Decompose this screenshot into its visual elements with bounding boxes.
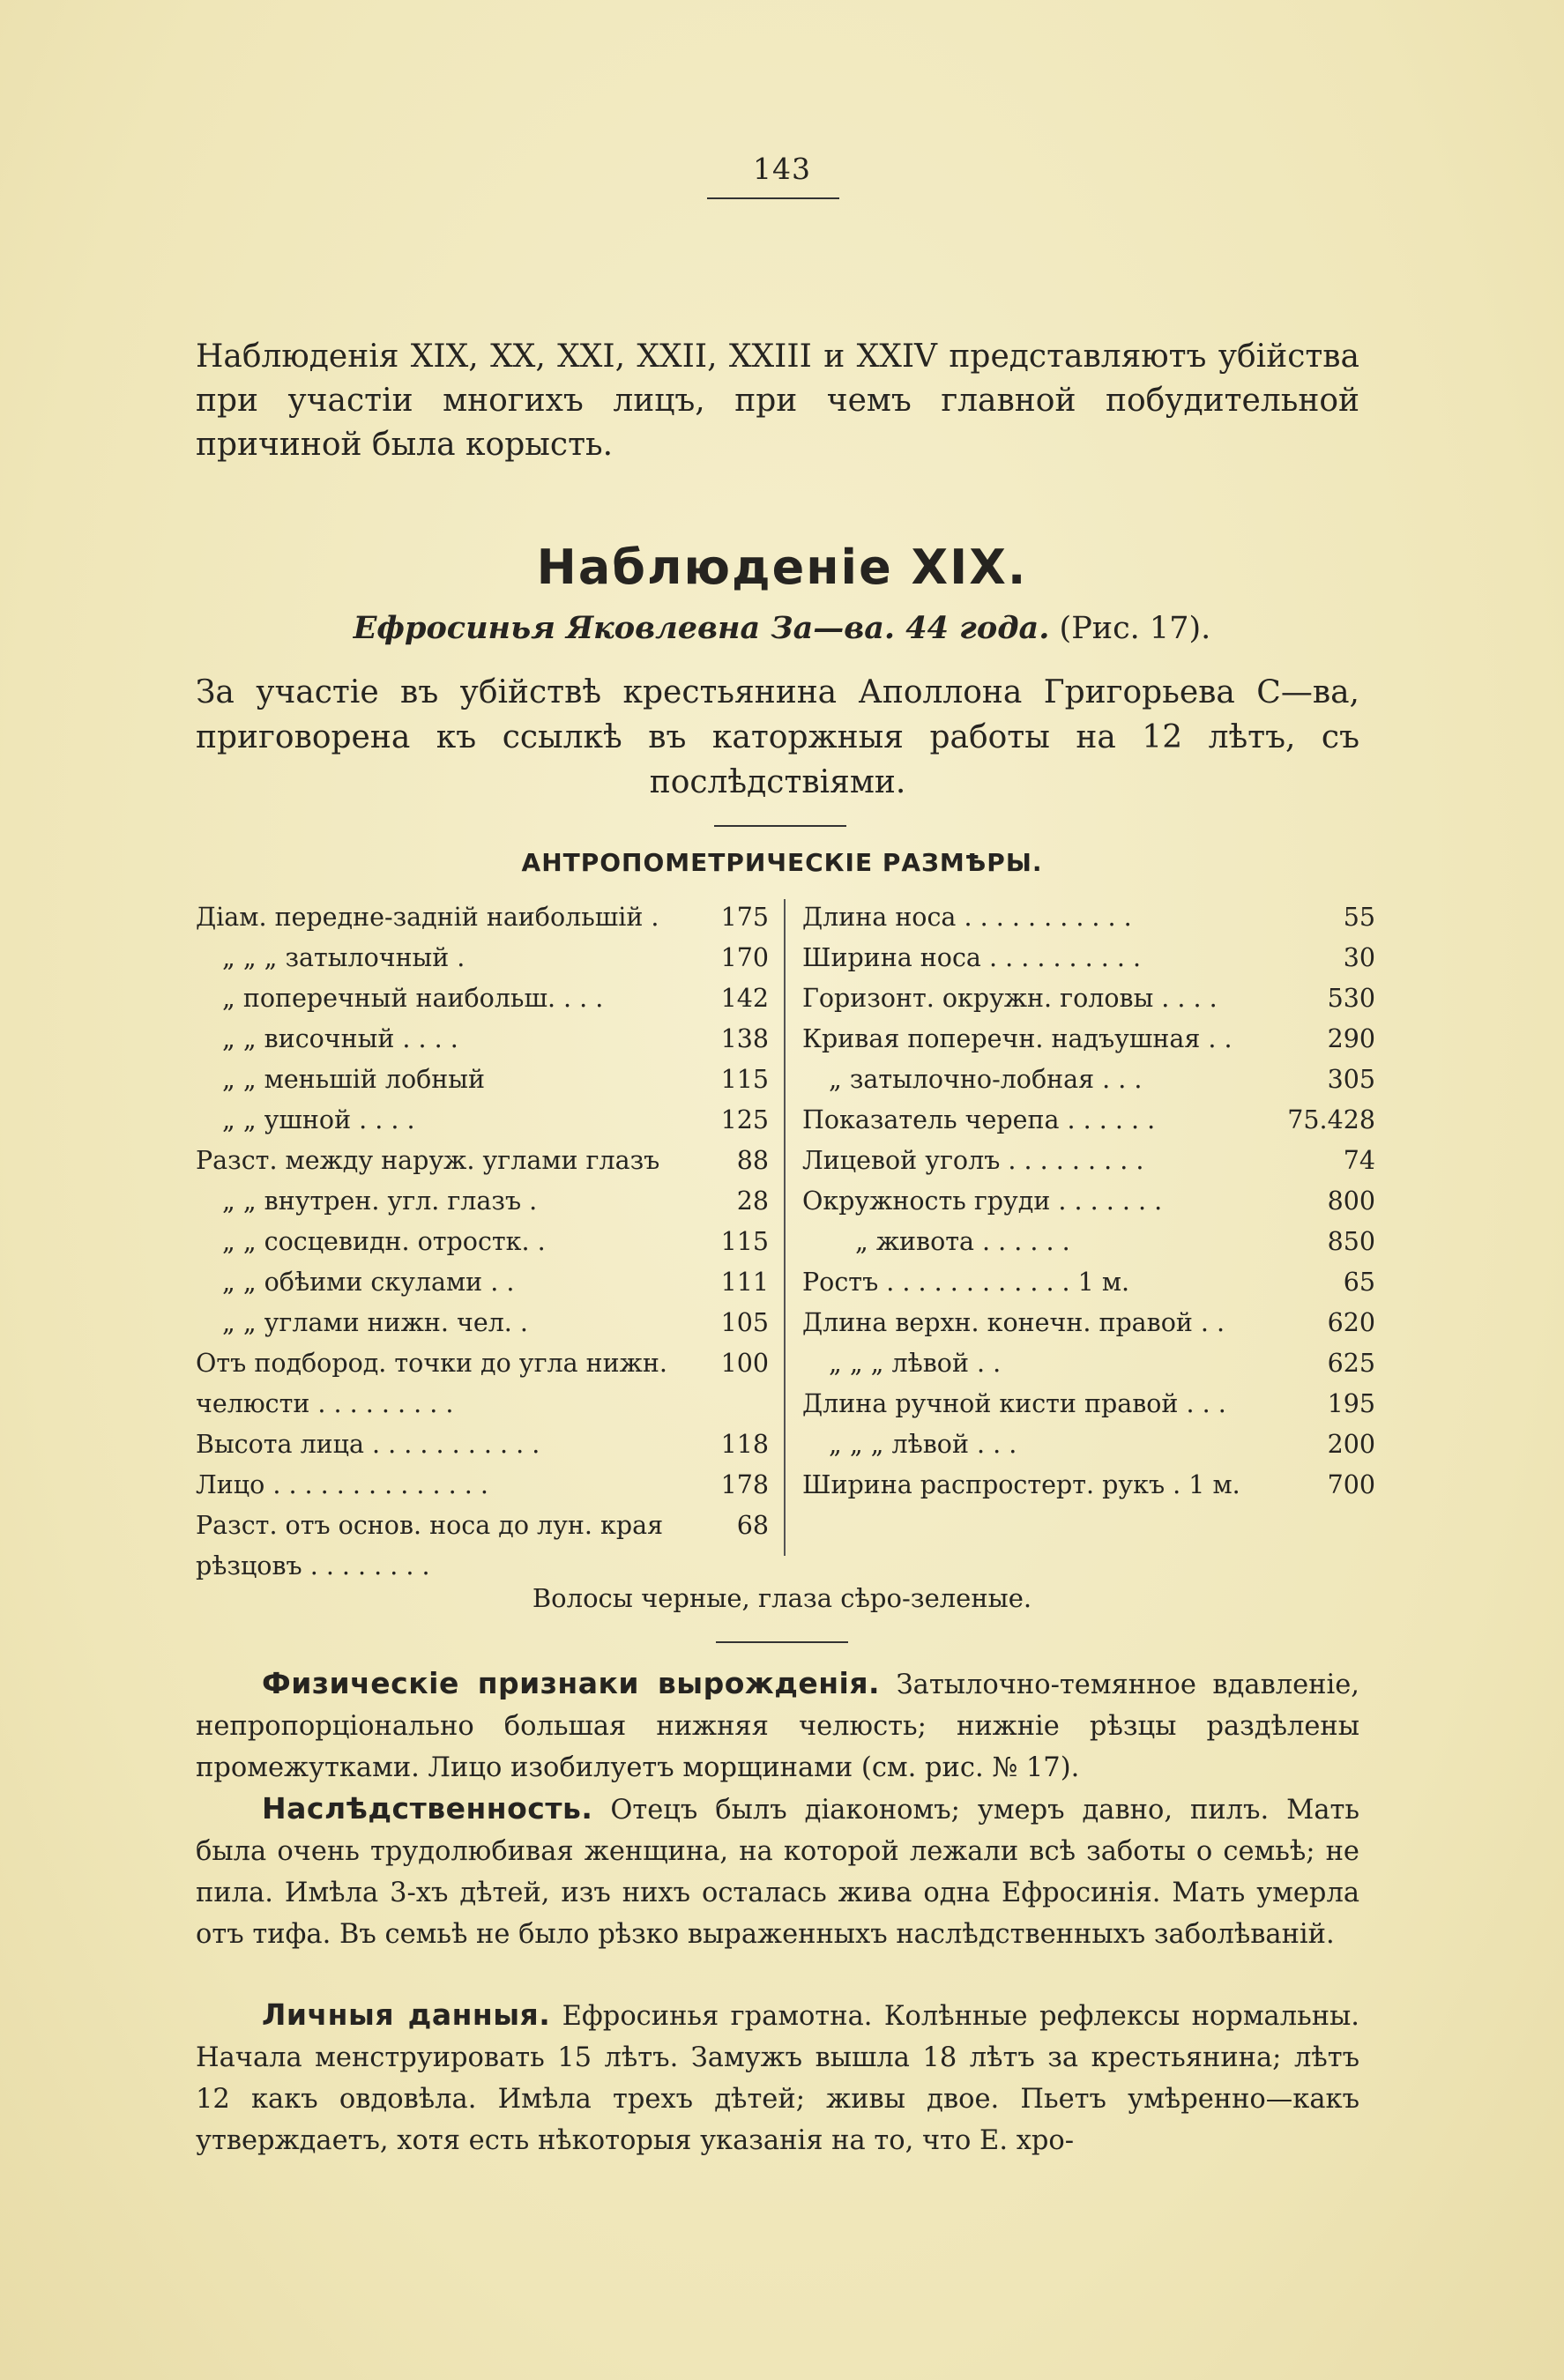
measurement-label: „ „ внутрен. угл. глазъ . xyxy=(222,1186,538,1216)
section-text: Затылочно-темянное вдавленіе, непропорціонально большая нижняя челюсть; нижніе рѣзцы раздѣлены промежутками. Лицо изобилуетъ морщинами (см. рис. № 17). xyxy=(196,1670,1359,1783)
measurement-row xyxy=(802,1222,1375,1262)
measurement-value: 530 xyxy=(1327,984,1375,1013)
measurement-label: Высота лица . . . . . . . . . . . xyxy=(196,1430,540,1459)
section-heredity xyxy=(196,1788,1359,1955)
measurement-label: „ „ „ затылочный . xyxy=(222,943,465,972)
measurement-row xyxy=(196,1343,769,1424)
sentence-line: приговорена къ ссылкѣ въ каторжныя работы на 12 лѣтъ, съ xyxy=(196,719,1359,755)
measurement-value: 118 xyxy=(720,1430,769,1459)
measurement-value: 175 xyxy=(720,903,769,932)
measurement-label: „ „ меньшій лобный xyxy=(222,1065,485,1094)
section-lead: Наслѣдственность. xyxy=(262,1791,593,1826)
measurements-left-column xyxy=(196,897,769,1587)
measurement-label: Ширина носа . . . . . . . . . . xyxy=(802,943,1142,972)
measurement-value: 195 xyxy=(1327,1389,1375,1418)
measurement-label: „ живота . . . . . . xyxy=(855,1227,1070,1256)
observation-heading: Наблюденіе XIX. xyxy=(536,539,1028,595)
measurement-value: 138 xyxy=(720,1024,769,1053)
measurement-row xyxy=(802,1465,1375,1506)
measurement-row xyxy=(196,1262,769,1303)
measurement-label: Ширина распростерт. рукъ . 1 м. xyxy=(802,1470,1240,1499)
measurement-label: Длина носа . . . . . . . . . . . xyxy=(802,903,1132,932)
measurement-label: Кривая поперечн. надъушная . . xyxy=(802,1024,1233,1053)
measurement-row xyxy=(196,1181,769,1222)
measurement-label: „ „ „ лѣвой . . xyxy=(829,1349,1002,1378)
measurement-value: 305 xyxy=(1327,1065,1375,1094)
measurement-label: Разст. отъ основ. носа до лун. края рѣзцовъ . . . . . . . . xyxy=(196,1511,664,1580)
measurement-row xyxy=(196,1465,769,1506)
measurements-right-column xyxy=(802,897,1375,1506)
measurement-value: 30 xyxy=(1343,943,1375,972)
measurement-value: 170 xyxy=(720,943,769,972)
page-number: 143 xyxy=(753,152,811,186)
measurement-value: 850 xyxy=(1327,1227,1375,1256)
measurement-row xyxy=(196,1506,769,1587)
measurement-label: Ростъ . . . . . . . . . . . . 1 м. xyxy=(802,1268,1130,1297)
measurement-row xyxy=(802,938,1375,978)
measurement-row xyxy=(196,1060,769,1100)
section-divider xyxy=(714,825,846,827)
measurement-row xyxy=(196,1019,769,1060)
measurement-row xyxy=(196,1424,769,1465)
measurement-value: 105 xyxy=(720,1308,769,1337)
measurement-label: „ „ ушной . . . . xyxy=(222,1105,415,1134)
section-text: Отецъ былъ діакономъ; умеръ давно, пилъ. Мать была очень трудолюбивая женщина, на которой лежали всѣ заботы о семьѣ; не пила. Имѣла 3-хъ дѣтей, изъ нихъ осталась жива одна Ефросинія. Мать умерла отъ тифа. Въ семьѣ не было рѣзко выраженныхъ наслѣдственныхъ заболѣваній. xyxy=(196,1795,1359,1950)
measurement-value: 620 xyxy=(1327,1308,1375,1337)
measurement-row xyxy=(802,1343,1375,1384)
column-divider xyxy=(784,899,786,1556)
measurement-row xyxy=(196,1222,769,1262)
measurement-row xyxy=(196,1141,769,1181)
sentence-line: послѣдствіями. xyxy=(649,764,906,800)
measurement-row xyxy=(802,1100,1375,1141)
measurement-row xyxy=(196,1303,769,1343)
measurement-value: 111 xyxy=(720,1268,769,1297)
measurement-row xyxy=(802,1303,1375,1343)
measurement-value: 65 xyxy=(1343,1268,1375,1297)
measurement-value: 28 xyxy=(736,1186,769,1216)
measurement-value: 68 xyxy=(736,1511,769,1540)
measurement-row xyxy=(802,1262,1375,1303)
measurement-row xyxy=(802,1424,1375,1465)
measurement-label: Разст. между наруж. углами глазъ xyxy=(196,1146,660,1175)
section-lead: Физическіе признаки вырожденія. xyxy=(262,1666,881,1700)
measurement-row xyxy=(196,978,769,1019)
subject-name: Ефросинья Яковлевна За—ва. 44 года. xyxy=(353,610,1050,646)
measurement-value: 115 xyxy=(720,1227,769,1256)
measurement-label: „ „ „ лѣвой . . . xyxy=(829,1430,1017,1459)
measurement-value: 75.428 xyxy=(1287,1105,1375,1134)
measurement-label: Діам. передне-задній наибольшій . xyxy=(196,903,659,932)
section-degeneration xyxy=(196,1662,1359,1789)
measurement-label: Лицо . . . . . . . . . . . . . . xyxy=(196,1470,488,1499)
measurement-value: 74 xyxy=(1343,1146,1375,1175)
measurement-row xyxy=(802,1141,1375,1181)
sentence-paragraph xyxy=(196,670,1359,805)
measurement-label: „ поперечный наибольш. . . . xyxy=(222,984,604,1013)
measurement-value: 700 xyxy=(1327,1470,1375,1499)
measurement-value: 115 xyxy=(720,1065,769,1094)
measurement-label: Длина верхн. конечн. правой . . xyxy=(802,1308,1225,1337)
page-number-rule xyxy=(707,197,839,199)
hair-eyes-note: Волосы черные, глаза сѣро-зеленые. xyxy=(532,1583,1032,1613)
measurement-row xyxy=(196,1100,769,1141)
measurement-label: Лицевой уголъ . . . . . . . . . xyxy=(802,1146,1144,1175)
section-personal-data xyxy=(196,1994,1359,2161)
measurement-row xyxy=(196,938,769,978)
measurement-label: Отъ подбород. точки до угла нижн. челюсти . . . . . . . . . xyxy=(196,1349,667,1418)
measurement-value: 178 xyxy=(720,1470,769,1499)
measurement-row xyxy=(802,897,1375,938)
measurement-value: 100 xyxy=(720,1349,769,1378)
measurement-value: 200 xyxy=(1327,1430,1375,1459)
intro-paragraph: Наблюденія XIX, XX, XXI, XXII, XXIII и XXIV представляютъ убійства при участіи многихъ лицъ, при чемъ главной побудительной причиной была корысть. xyxy=(196,338,1359,463)
measurement-label: „ затылочно-лобная . . . xyxy=(829,1065,1143,1094)
subject-line xyxy=(0,610,1564,646)
section-text: Ефросинья грамотна. Колѣнные рефлексы нормальны. Начала менструировать 15 лѣтъ. Замужъ вышла 18 лѣтъ за крестьянина; лѣтъ 12 какъ овдовѣла. Имѣла трехъ дѣтей; живы двое. Пьетъ умѣренно—какъ утверждаетъ, хотя есть нѣкоторыя указанія на то, что Е. хро- xyxy=(196,2001,1360,2156)
measurement-row xyxy=(802,978,1375,1019)
measurement-value: 142 xyxy=(720,984,769,1013)
measurement-label: „ „ углами нижн. чел. . xyxy=(222,1308,528,1337)
measurement-label: Окружность груди . . . . . . . xyxy=(802,1186,1163,1216)
measurements-title: АНТРОПОМЕТРИЧЕСКІЕ РАЗМѢРЫ. xyxy=(521,848,1043,877)
measurement-label: „ „ височный . . . . xyxy=(222,1024,458,1053)
measurement-value: 290 xyxy=(1327,1024,1375,1053)
section-divider xyxy=(716,1641,848,1643)
measurement-value: 125 xyxy=(720,1105,769,1134)
measurement-value: 625 xyxy=(1327,1349,1375,1378)
measurement-label: Горизонт. окружн. головы . . . . xyxy=(802,984,1218,1013)
measurement-row xyxy=(802,1181,1375,1222)
measurement-row xyxy=(802,1060,1375,1100)
measurement-value: 88 xyxy=(736,1146,769,1175)
measurement-label: Показатель черепа . . . . . . xyxy=(802,1105,1156,1134)
measurement-row xyxy=(802,1019,1375,1060)
sentence-line: За участіе въ убійствѣ крестьянина Аполлона Григорьева С—ва, xyxy=(196,674,1359,710)
measurement-row xyxy=(802,1384,1375,1424)
measurement-row xyxy=(196,897,769,938)
subject-figure-ref: (Рис. 17). xyxy=(1059,611,1211,646)
section-lead: Личныя данныя. xyxy=(262,1997,551,2032)
measurement-label: „ „ обѣими скулами . . xyxy=(222,1268,515,1297)
measurement-value: 800 xyxy=(1327,1186,1375,1216)
measurement-label: Длина ручной кисти правой . . . xyxy=(802,1389,1226,1418)
measurement-value: 55 xyxy=(1343,903,1375,932)
measurement-label: „ „ сосцевидн. отростк. . xyxy=(222,1227,546,1256)
